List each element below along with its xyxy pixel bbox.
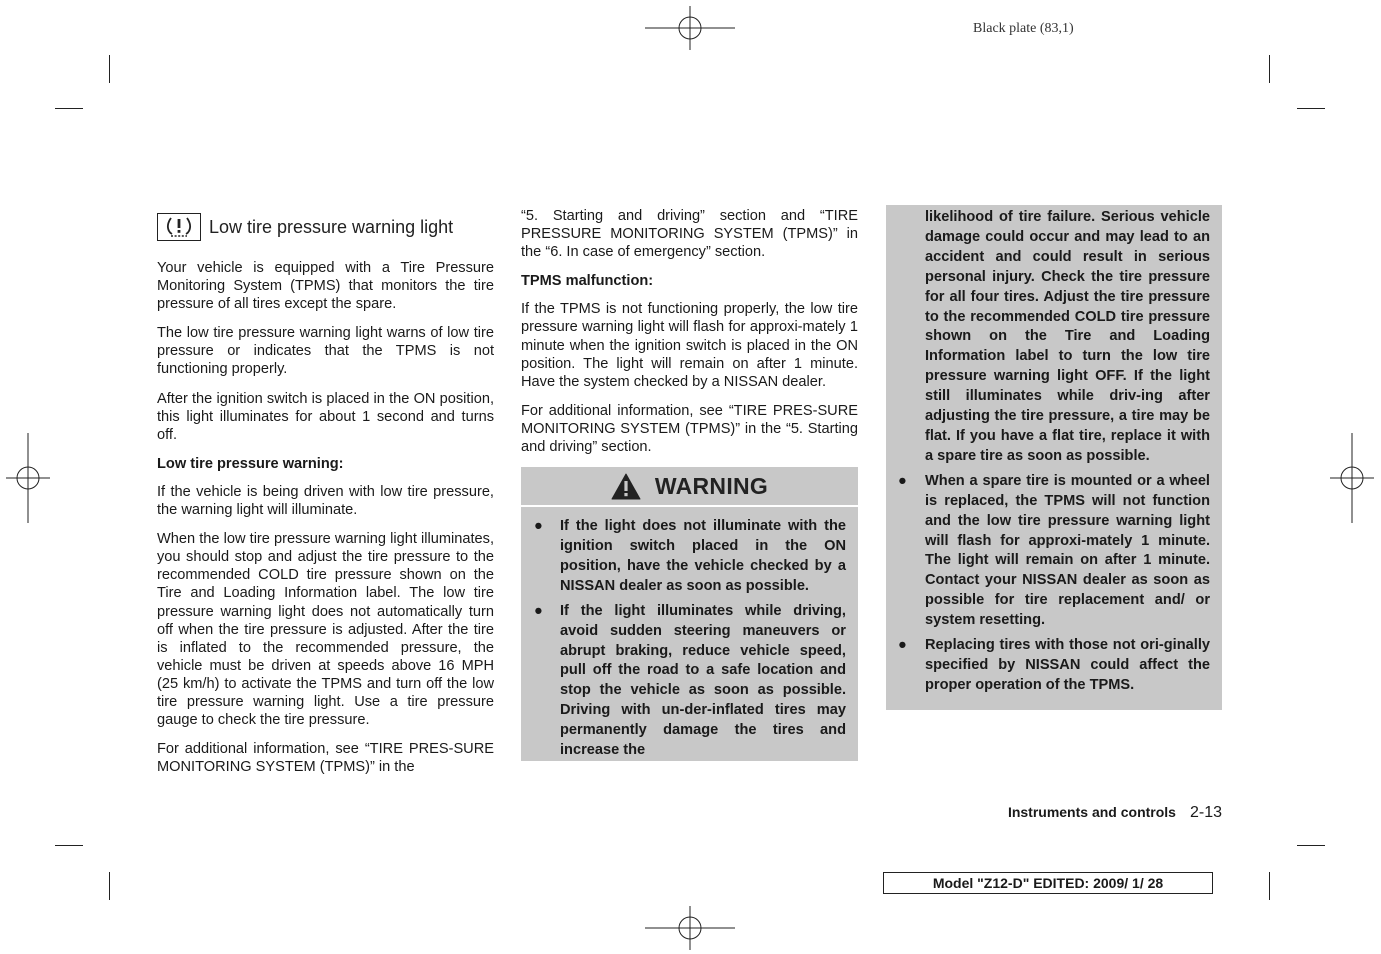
warning-text: If the light illuminates while driving, avoid sudden steering maneuvers or abrupt braking, reduce vehicle speed, pull off the road to a safe location and stop the vehicle as soon as possible. Driving with un-der-inflated tires may permanently damage the tires and increase the xyxy=(560,602,846,759)
crop-mark xyxy=(55,108,83,109)
paragraph: After the ignition switch is placed in the ON position, this light illuminates for about 1 second and turns off. xyxy=(157,390,494,443)
crop-mark xyxy=(1269,55,1270,83)
warning-item xyxy=(533,517,846,597)
right-column xyxy=(886,205,1222,710)
crop-mark xyxy=(1269,872,1270,900)
warning-text: Replacing tires with those not ori-ginally specified by NISSAN could affect the proper operation of the TPMS. xyxy=(925,637,1210,693)
paragraph: The low tire pressure warning light warns of low tire pressure or indicates that the TPMS is not functioning properly. xyxy=(157,325,494,378)
paragraph: If the vehicle is being driven with low tire pressure, the warning light will illuminate. xyxy=(157,483,494,519)
registration-mark-icon xyxy=(645,6,735,50)
crop-mark xyxy=(1297,845,1325,846)
left-column xyxy=(157,207,494,787)
crop-mark xyxy=(109,55,110,83)
crop-mark xyxy=(1297,108,1325,109)
middle-column xyxy=(521,207,858,766)
section-name: Instruments and controls xyxy=(1007,804,1176,820)
warning-item xyxy=(898,636,1210,696)
bullet-icon: ● xyxy=(898,472,907,489)
warning-box-continued xyxy=(886,205,1222,710)
crop-mark xyxy=(55,845,83,846)
warning-box xyxy=(521,507,858,761)
bullet-icon: ● xyxy=(898,637,907,654)
paragraph: For additional information, see “TIRE PRES-SURE MONITORING SYSTEM (TPMS)” in the “5. Starting and driving” section. xyxy=(521,402,858,456)
warning-item xyxy=(533,602,846,761)
warning-triangle-icon xyxy=(611,473,641,500)
warning-text: If the light does not illuminate with the ignition switch placed in the ON position, have the vehicle checked by a NISSAN dealer as soon as possible. xyxy=(560,518,846,594)
warning-title: WARNING xyxy=(654,473,769,500)
registration-mark-icon xyxy=(6,433,50,523)
paragraph: “5. Starting and driving” section and “TIRE PRESSURE MONITORING SYSTEM (TPMS)” in the “6. In case of emergency” section. xyxy=(521,208,858,261)
paragraph: Your vehicle is equipped with a Tire Pressure Monitoring System (TPMS) that monitors the tire pressure of all tires except the spare. xyxy=(157,260,494,313)
section-title: Low tire pressure warning light xyxy=(209,216,454,237)
bullet-icon: ● xyxy=(534,518,543,535)
subheading: Low tire pressure warning: xyxy=(157,455,344,472)
bullet-icon: ● xyxy=(534,602,543,619)
paragraph: For additional information, see “TIRE PRES-SURE MONITORING SYSTEM (TPMS)” in the xyxy=(157,741,494,776)
paragraph: When the low tire pressure warning light illuminates, you should stop and adjust the tire pressure to the recommended COLD tire pressure shown on the Tire and Loading Information label. The low tire pressure warning light does not automatically turn off when the tire pressure is adjusted. After the tire is inflated to the recommended pressure, the vehicle must be driven at speeds above 16 MPH (25 km/h) to activate the TPMS and turn off the low tire pressure warning light. Use a tire pressure gauge to check the tire pressure. xyxy=(157,531,494,729)
warning-header xyxy=(521,467,858,505)
warning-text: likelihood of tire failure. Serious vehicle damage could occur and may lead to an accident and could result in serious personal injury. Check the tire pressure for all four tires. Adjust the tire pressure to the recommended COLD tire pressure shown on the Tire and Loading Information label to turn the low tire pressure warning light OFF. If the light still illuminates while driv-ing after adjusting the tire pressure, a tire may be flat. If you have a flat tire, replace it with a spare tire as soon as possible. xyxy=(925,209,1210,464)
paragraph: If the TPMS is not functioning properly, the low tire pressure warning light will flash for approxi-mately 1 minute when the ignition switch is placed in the ON position. The light will remain on after 1 minute. Have the system checked by a NISSAN dealer. xyxy=(521,301,858,390)
registration-mark-icon xyxy=(1330,433,1374,523)
subheading: TPMS malfunction: xyxy=(521,273,654,290)
tire-pressure-warning-icon xyxy=(157,213,201,241)
plate-label: Black plate (83,1) xyxy=(973,21,1074,36)
page-number: 2-13 xyxy=(1189,804,1222,821)
crop-mark xyxy=(109,872,110,900)
warning-text: When a spare tire is mounted or a wheel is replaced, the TPMS will not function and the low tire pressure warning light will flash for approxi-mately 1 minute. The light will remain on after 1 minute. Contact your NISSAN dealer as soon as possible for tire replacement and/ or system resetting. xyxy=(925,472,1210,629)
warning-item xyxy=(898,472,1210,631)
section-heading xyxy=(157,213,494,241)
page-footer xyxy=(1008,804,1222,822)
registration-mark-icon xyxy=(645,906,735,950)
model-edited-box: Model "Z12-D" EDITED: 2009/ 1/ 28 xyxy=(883,872,1213,894)
